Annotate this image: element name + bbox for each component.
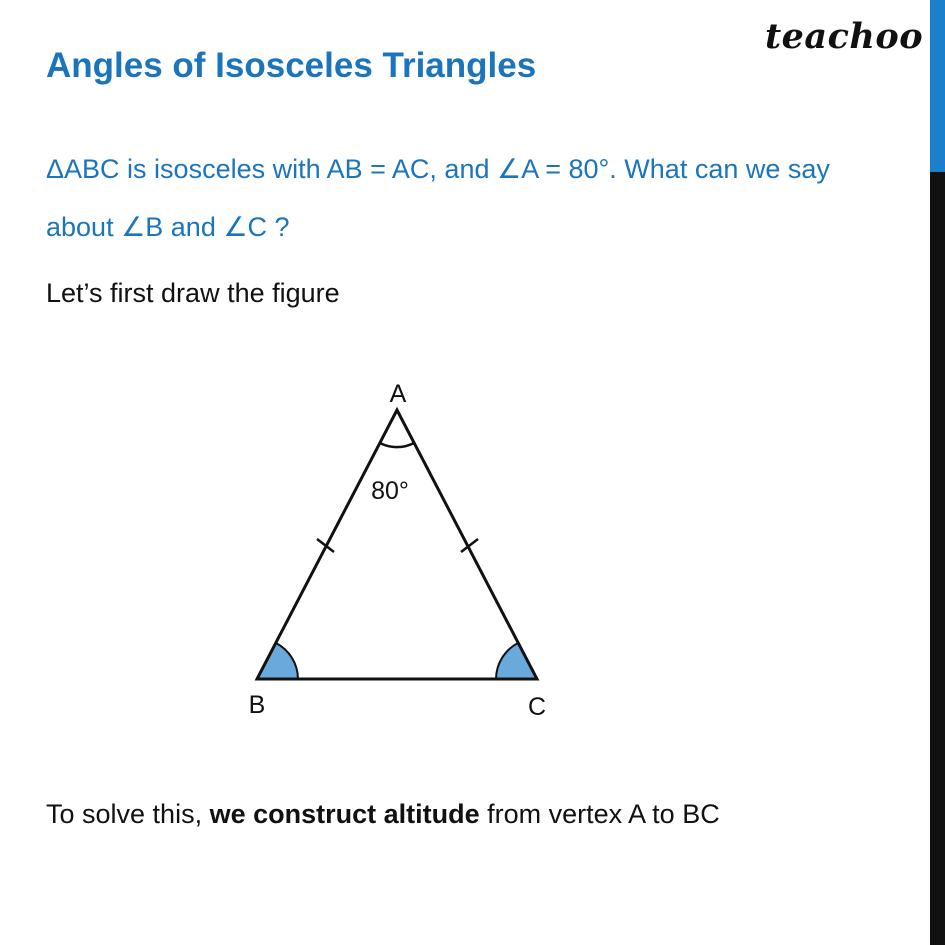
vertex-b-label: B (248, 691, 266, 719)
question-line-1: ΔABC is isosceles with AB = AC, and ∠A = 80°. What can we say (46, 154, 830, 184)
angle-b-sector (257, 643, 298, 679)
brand-logo: teachoo (765, 16, 924, 57)
solve-text-after: from vertex A to BC (479, 799, 720, 829)
solve-text-before: To solve this, (46, 799, 210, 829)
question-line-2: about ∠B and ∠C ? (46, 212, 290, 242)
page-title: Angles of Isosceles Triangles (46, 46, 537, 85)
angle-a-arc (380, 443, 414, 447)
instruction-text: Let’s first draw the figure (46, 278, 340, 308)
vertex-c-label: C (527, 693, 547, 721)
scrollbar-thumb[interactable] (930, 0, 945, 172)
solve-text (46, 799, 720, 830)
triangle-abc (257, 410, 537, 679)
solve-text-bold: we construct altitude (209, 799, 480, 829)
angle-a-label: 80° (371, 477, 409, 505)
vertex-a-label: A (389, 380, 407, 408)
angle-c-sector (496, 643, 537, 679)
